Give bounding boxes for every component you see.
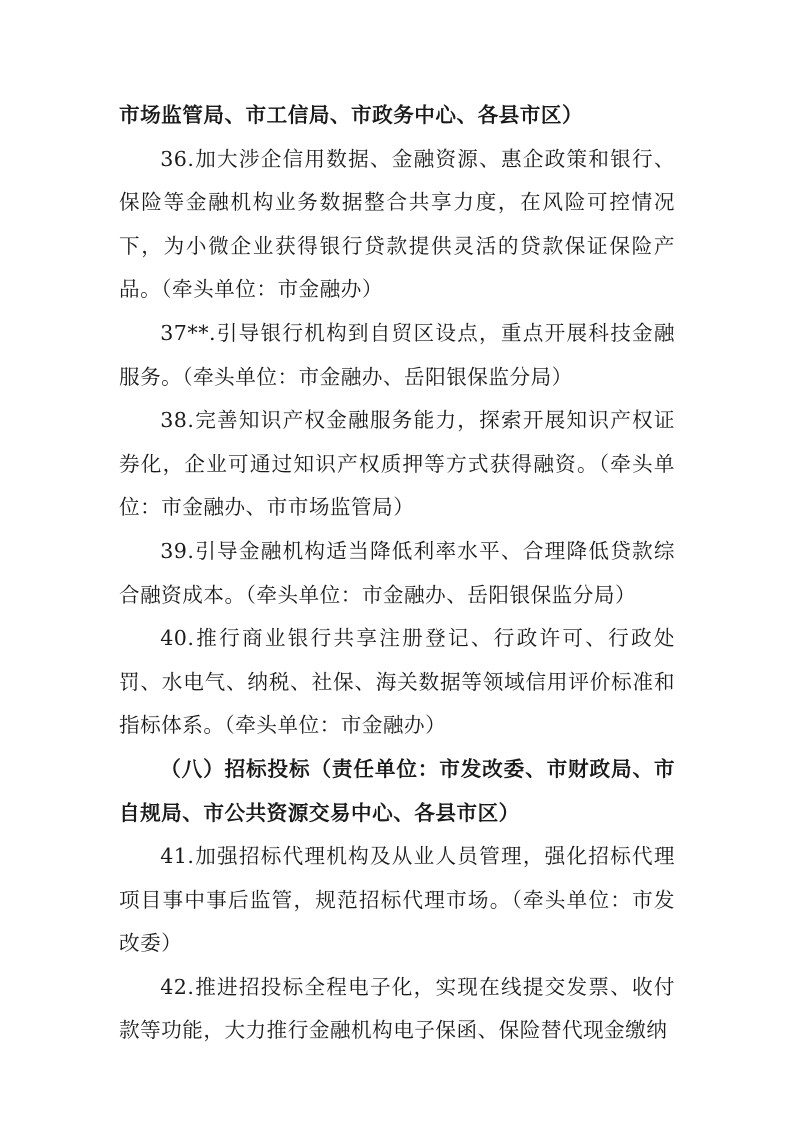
section-heading-bidding: （八）招标投标（责任单位：市发改委、市财政局、市自规局、市公共资源交易中心、各县市区） bbox=[119, 756, 675, 825]
document-body bbox=[119, 94, 675, 1053]
paragraph-item-39: 39.引导金融机构适当降低利率水平、合理降低贷款综合融资成本。（牵头单位：市金融办、岳阳银保监分局） bbox=[119, 538, 675, 607]
paragraph-item-41: 41.加强招标代理机构及从业人员管理，强化招标代理项目事中事后监管，规范招标代理市场。（牵头单位：市发改委） bbox=[119, 844, 675, 956]
paragraph-item-37: 37**.引导银行机构到自贸区设点，重点开展科技金融服务。（牵头单位：市金融办、岳阳银保监分局） bbox=[119, 320, 675, 389]
paragraph-item-38: 38.完善知识产权金融服务能力，探索开展知识产权证券化，企业可通过知识产权质押等方式获得融资。（牵头单位：市金融办、市市场监管局） bbox=[119, 408, 675, 520]
paragraph-continuation-market-supervision: 市场监管局、市工信局、市政务中心、各县市区） bbox=[119, 103, 584, 127]
paragraph-item-36: 36.加大涉企信用数据、金融资源、惠企政策和银行、保险等金融机构业务数据整合共享力度，在风险可控情况下，为小微企业获得银行贷款提供灵活的贷款保证保险产品。（牵头单位：市金融办） bbox=[119, 146, 675, 302]
paragraph-item-40: 40.推行商业银行共享注册登记、行政许可、行政处罚、水电气、纳税、社保、海关数据等领域信用评价标准和指标体系。（牵头单位：市金融办） bbox=[119, 626, 675, 738]
paragraph-item-42: 42.推进招投标全程电子化，实现在线提交发票、收付款等功能，大力推行金融机构电子保函、保险替代现金缴纳 bbox=[119, 974, 675, 1043]
